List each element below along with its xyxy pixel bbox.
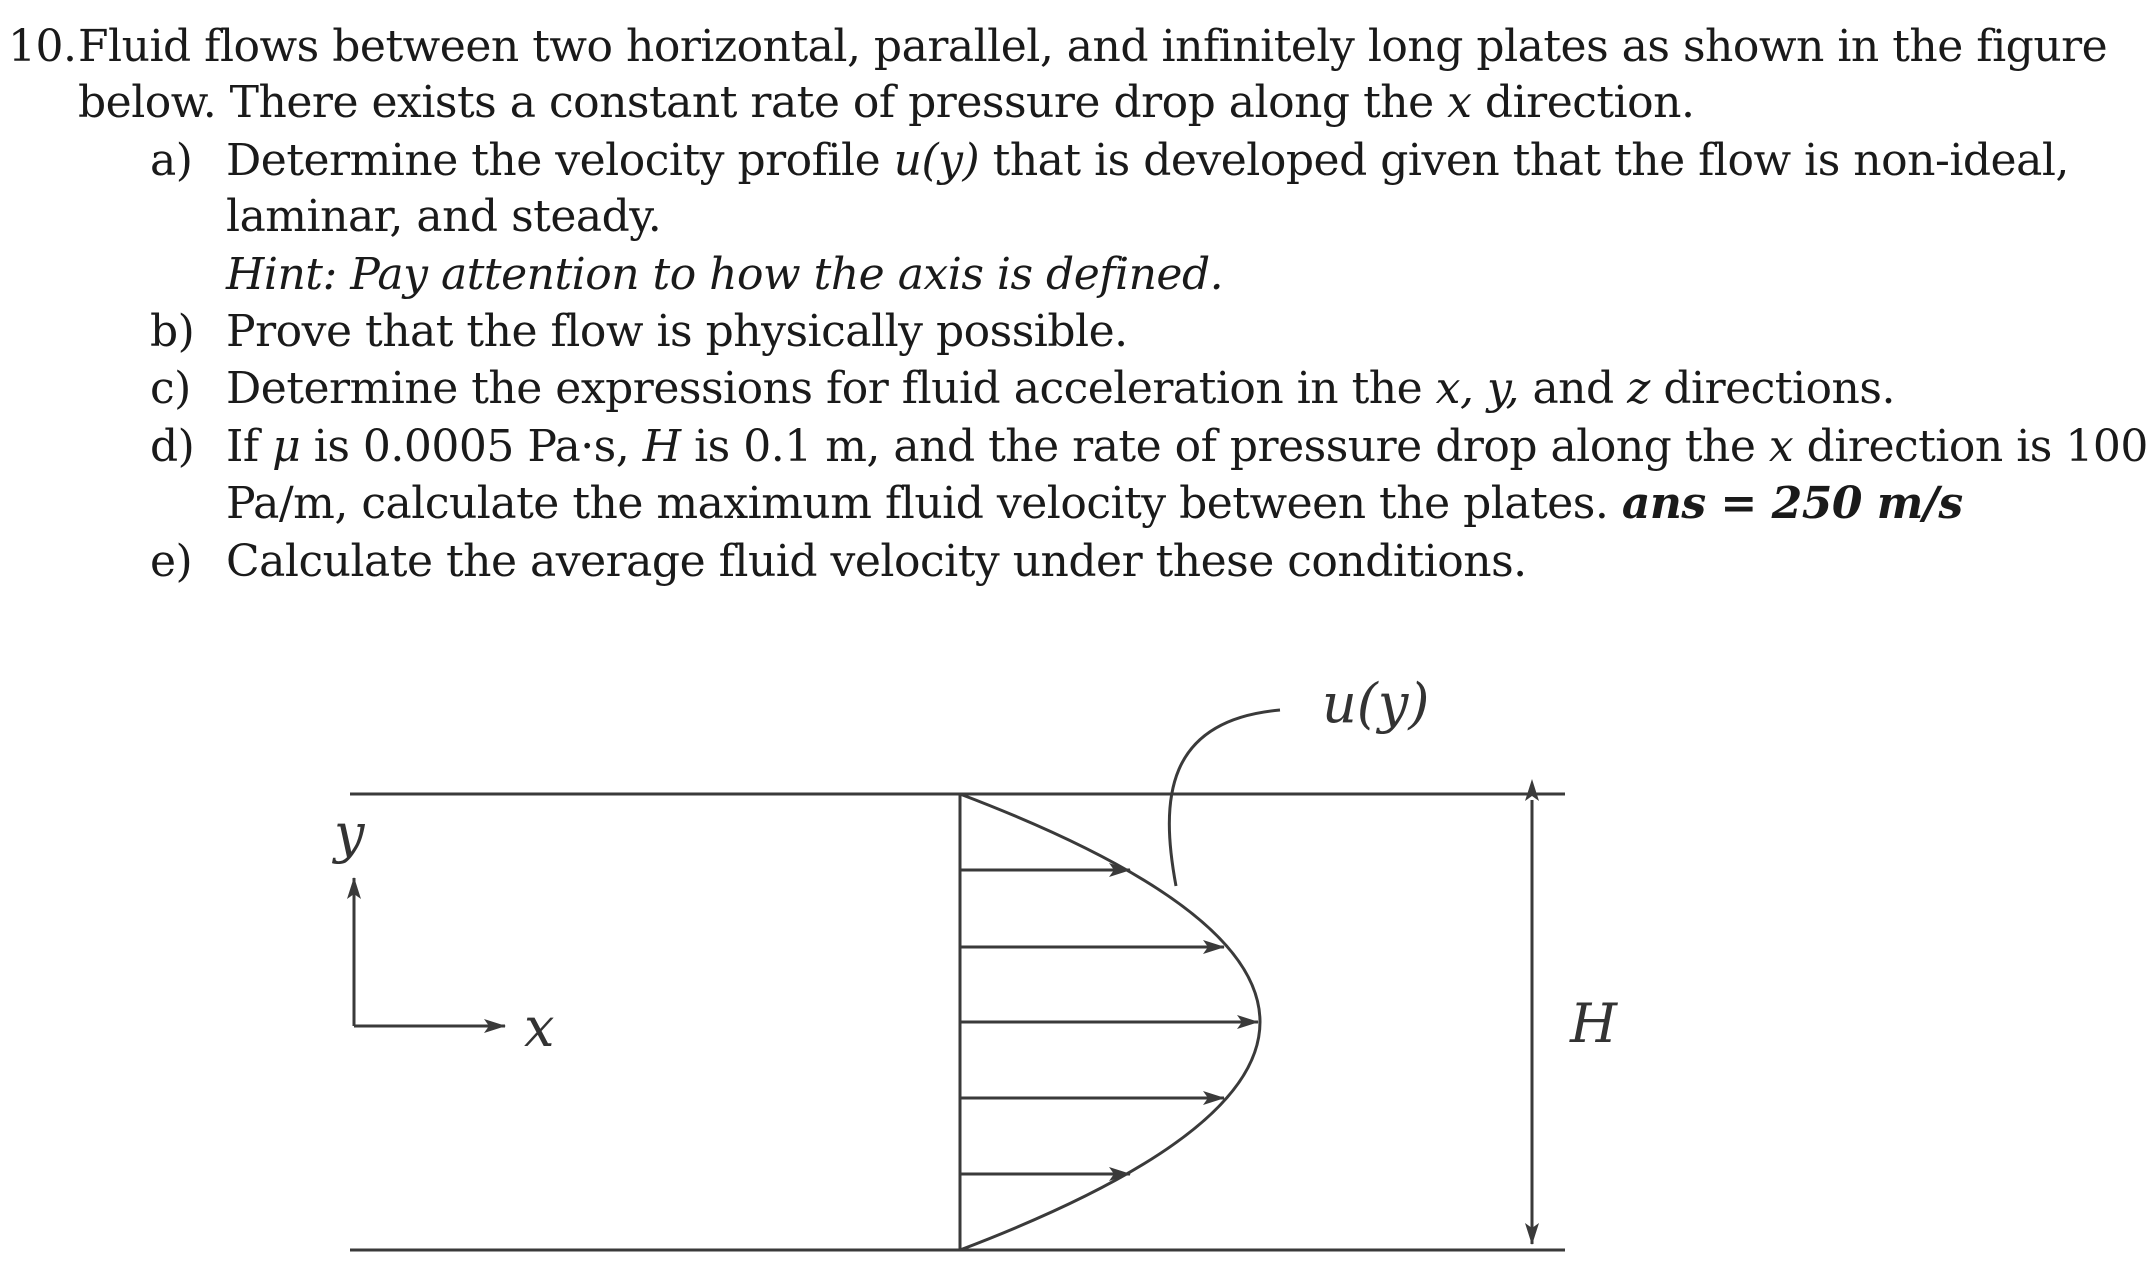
part-a-hint: Hint: Pay attention to how the axis is defined. xyxy=(226,249,1224,300)
intro-line-1: Fluid flows between two horizontal, parallel, and infinitely long plates as shown in the figure xyxy=(78,21,2108,72)
part-d-d: direction is 100 xyxy=(1793,421,2148,472)
part-c-pre: Determine the expressions for fluid acceleration in the xyxy=(226,363,1436,414)
part-a-line-2: laminar, and steady. xyxy=(226,191,662,242)
profile-label-leader xyxy=(1169,710,1280,886)
profile-label: u(y) xyxy=(1322,672,1430,735)
part-e-label: e) xyxy=(150,536,193,587)
intro-line-2-post: direction. xyxy=(1471,77,1695,128)
height-label: H xyxy=(1570,992,1618,1055)
part-c-mid: and xyxy=(1518,363,1628,414)
part-d-line-2-text: Pa/m, calculate the maximum fluid velocity between the plates. xyxy=(226,478,1622,529)
part-a-label: a) xyxy=(150,135,193,186)
problem-number: 10. xyxy=(8,21,77,72)
part-a-line-1-post: that is developed given that the flow is non-ideal, xyxy=(979,135,2069,186)
part-d-label: d) xyxy=(150,421,195,472)
part-d-a: If xyxy=(226,421,273,472)
answer: ans = 250 m/s xyxy=(1621,478,1963,529)
part-a-line-1-pre: Determine the velocity profile xyxy=(226,135,894,186)
var-x-d: x xyxy=(1768,421,1794,472)
part-d-c: is 0.1 m, and the rate of pressure drop along the xyxy=(680,421,1769,472)
var-mu: μ xyxy=(272,421,301,472)
var-h: H xyxy=(642,421,681,472)
intro-line-2-pre: below. There exists a constant rate of pressure drop along the xyxy=(78,77,1448,128)
var-x: x xyxy=(1447,77,1472,128)
var-xy: x, y, xyxy=(1435,363,1519,414)
part-c-label: c) xyxy=(150,363,191,414)
part-c-post: directions. xyxy=(1649,363,1895,414)
x-axis-label: x xyxy=(524,996,555,1059)
y-axis-label: y xyxy=(334,802,365,865)
var-u-of-y: u(y) xyxy=(893,135,980,186)
part-b-text: Prove that the flow is physically possible. xyxy=(226,306,1128,357)
part-d-b: is 0.0005 Pa·s, xyxy=(300,421,643,472)
var-z: z xyxy=(1627,363,1650,414)
part-e-text: Calculate the average fluid velocity under these conditions. xyxy=(226,536,1527,587)
part-b-label: b) xyxy=(150,306,195,357)
